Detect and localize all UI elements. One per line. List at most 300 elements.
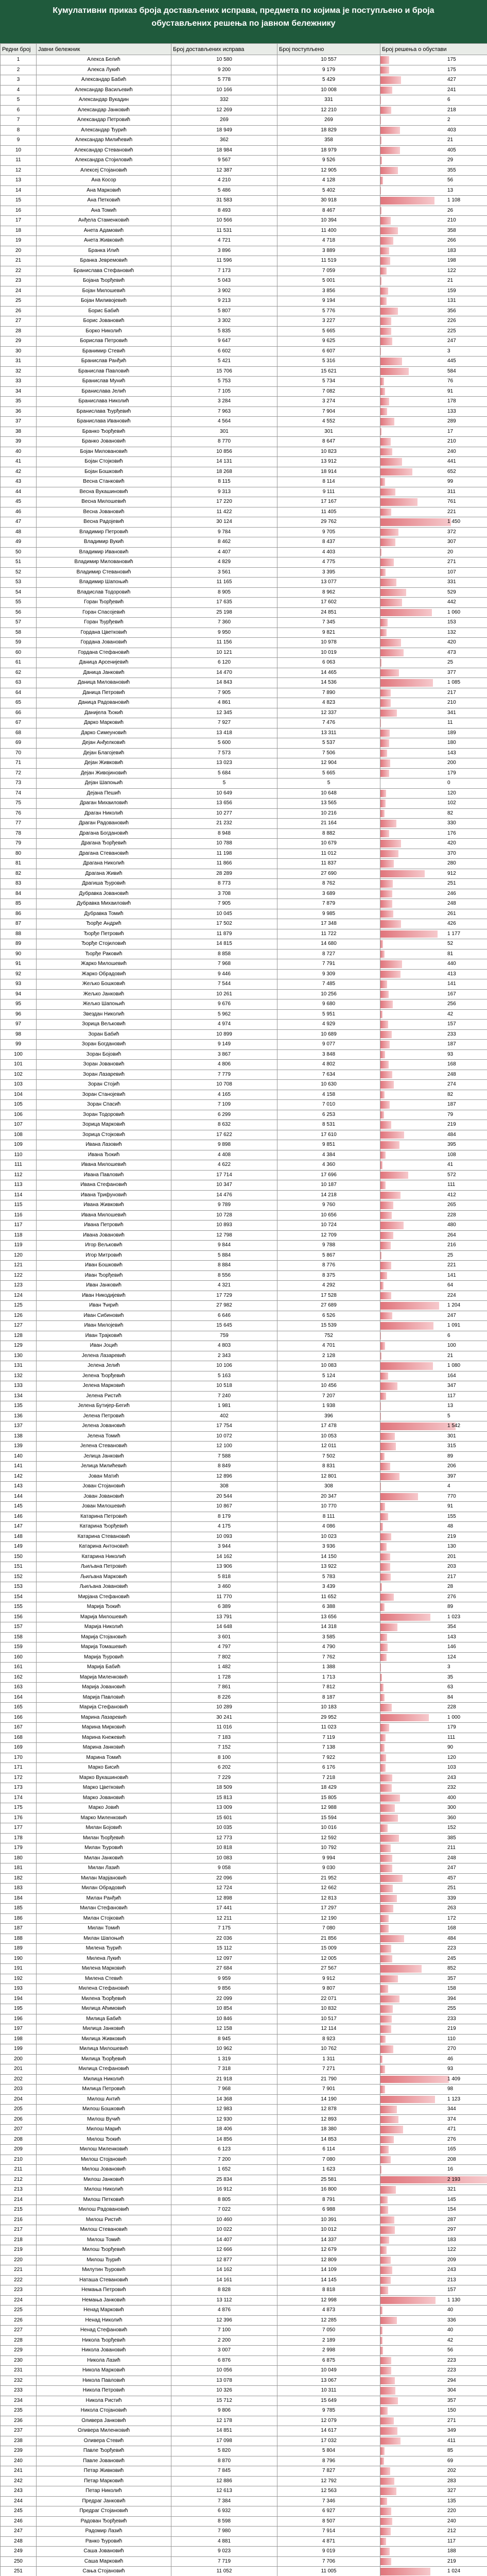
- done-count: 10 053: [277, 1431, 380, 1442]
- stops-count: [380, 808, 487, 819]
- done-count: 5 316: [277, 357, 380, 367]
- table-row: [1, 1462, 487, 1472]
- stops-value: 6: [447, 97, 450, 103]
- docs-count: 8 226: [171, 1692, 277, 1703]
- table-row: [1, 1582, 487, 1592]
- stops-count: [380, 1743, 487, 1753]
- row-number: 116: [1, 1210, 37, 1221]
- docs-count: 9 898: [171, 1140, 277, 1150]
- stops-value: 21: [447, 278, 454, 284]
- stops-count: [380, 517, 487, 528]
- table-row: [1, 1170, 487, 1180]
- done-count: 396: [277, 1411, 380, 1421]
- notary-name: Предраг Јанковић: [37, 2496, 171, 2506]
- row-number: 45: [1, 497, 37, 507]
- notary-name: Игор Митровић: [37, 1250, 171, 1261]
- docs-count: 14 856: [171, 2134, 277, 2145]
- stops-count: [380, 2074, 487, 2084]
- table-row: [1, 156, 487, 166]
- done-count: 4 086: [277, 1522, 380, 1532]
- row-number: 238: [1, 2436, 37, 2446]
- stops-value: 150: [447, 2408, 456, 2414]
- notary-name: Јелица Милићевић: [37, 1462, 171, 1472]
- docs-count: 6 646: [171, 1311, 277, 1321]
- docs-count: 7 175: [171, 1924, 277, 1934]
- row-number: 67: [1, 718, 37, 728]
- stops-value: 420: [447, 639, 456, 646]
- stops-value: 3: [447, 1664, 450, 1670]
- stops-value: 243: [447, 2267, 456, 2273]
- row-number: 182: [1, 1873, 37, 1884]
- notary-name: Милош Антић: [37, 2094, 171, 2105]
- stops-count: [380, 2084, 487, 2095]
- done-count: 7 762: [277, 1652, 380, 1663]
- done-count: 18 829: [277, 125, 380, 135]
- done-count: 5 776: [277, 306, 380, 316]
- stops-value: 176: [447, 830, 456, 836]
- done-count: 331: [277, 95, 380, 106]
- row-number: 241: [1, 2466, 37, 2477]
- stops-value: 141: [447, 1272, 456, 1278]
- table-row: [1, 1783, 487, 1793]
- row-number: 210: [1, 2155, 37, 2165]
- row-number: 242: [1, 2476, 37, 2486]
- done-count: 4 823: [277, 698, 380, 708]
- stops-count: [380, 1683, 487, 1693]
- stops-count: [380, 377, 487, 387]
- row-number: 51: [1, 557, 37, 568]
- notary-name: Јелена Ђорђевић: [37, 1371, 171, 1381]
- done-count: 7 080: [277, 2155, 380, 2165]
- notary-name: Жарко Обрадовић: [37, 969, 171, 979]
- notary-name: Милена Ђорђевић: [37, 1994, 171, 2004]
- stops-value: 102: [447, 800, 456, 806]
- row-number: 158: [1, 1632, 37, 1642]
- stops-value: 283: [447, 2478, 456, 2484]
- docs-count: 12 724: [171, 1884, 277, 1894]
- table-row: [1, 1773, 487, 1783]
- row-number: 183: [1, 1884, 37, 1894]
- row-number: 59: [1, 638, 37, 648]
- notary-name: Катарина Ђорђевић: [37, 1522, 171, 1532]
- stops-count: [380, 889, 487, 899]
- stops-count: [380, 2145, 487, 2155]
- docs-count: 10 728: [171, 1210, 277, 1221]
- notary-name: Горан Ђурђевић: [37, 618, 171, 628]
- notary-name: Бранислав Мунић: [37, 377, 171, 387]
- docs-count: 3 284: [171, 397, 277, 407]
- done-count: 5 867: [277, 1250, 380, 1261]
- row-number: 31: [1, 357, 37, 367]
- stops-count: [380, 1341, 487, 1351]
- notary-name: Весна Јовановић: [37, 507, 171, 517]
- row-number: 180: [1, 1853, 37, 1863]
- done-count: 9 625: [277, 336, 380, 347]
- stops-value: 321: [447, 2187, 456, 2193]
- stops-value: 2 193: [447, 2176, 461, 2182]
- row-number: 33: [1, 377, 37, 387]
- done-count: 14 145: [277, 2275, 380, 2285]
- stops-value: 0: [447, 780, 450, 786]
- docs-count: 4 974: [171, 1020, 277, 1030]
- row-number: 193: [1, 1984, 37, 1994]
- stops-count: [380, 1221, 487, 1231]
- stops-value: 48: [447, 1523, 454, 1530]
- notary-name: Бранка Илић: [37, 246, 171, 256]
- docs-count: 8 493: [171, 206, 277, 216]
- done-count: 10 012: [277, 2225, 380, 2235]
- table-row: [1, 2386, 487, 2396]
- done-count: 6 927: [277, 2506, 380, 2517]
- row-number: 72: [1, 768, 37, 778]
- table-row: [1, 2516, 487, 2527]
- stops-value: 233: [447, 1031, 456, 1037]
- stops-value: 40: [447, 2307, 454, 2313]
- done-count: 12 709: [277, 1230, 380, 1241]
- stops-value: 327: [447, 2488, 456, 2494]
- table-row: [1, 1471, 487, 1482]
- notary-table: [0, 43, 487, 2576]
- done-count: 301: [277, 427, 380, 437]
- table-row: [1, 216, 487, 226]
- done-count: 8 531: [277, 1120, 380, 1130]
- stops-count: [380, 306, 487, 316]
- row-number: 40: [1, 447, 37, 457]
- stops-value: 245: [447, 1955, 456, 1961]
- row-number: 114: [1, 1190, 37, 1200]
- table-row: [1, 859, 487, 869]
- stops-count: [380, 1703, 487, 1713]
- table-row: [1, 1270, 487, 1281]
- notary-name: Данијела Ђокић: [37, 708, 171, 718]
- table-row: [1, 2335, 487, 2346]
- done-count: 12 210: [277, 105, 380, 115]
- done-count: 1 623: [277, 2165, 380, 2175]
- table-row: [1, 517, 487, 528]
- docs-count: 22 099: [171, 1994, 277, 2004]
- stops-value: 251: [447, 1885, 456, 1891]
- docs-count: 12 896: [171, 1471, 277, 1482]
- stops-value: 248: [447, 1071, 456, 1077]
- stops-value: 232: [447, 1785, 456, 1791]
- stops-value: 133: [447, 408, 456, 414]
- row-number: 87: [1, 919, 37, 929]
- stops-value: 228: [447, 1212, 456, 1218]
- docs-count: 10 893: [171, 1221, 277, 1231]
- stops-value: 69: [447, 2458, 454, 2464]
- notary-name: Анђела Стаменковић: [37, 216, 171, 226]
- stops-count: [380, 929, 487, 939]
- done-count: 7 138: [277, 1743, 380, 1753]
- stops-count: [380, 2014, 487, 2024]
- row-number: 18: [1, 226, 37, 236]
- docs-count: 15 706: [171, 366, 277, 377]
- table-row: [1, 1994, 487, 2004]
- table-row: [1, 718, 487, 728]
- done-count: 6 176: [277, 1763, 380, 1773]
- notary-name: Јелена Стевановић: [37, 1442, 171, 1452]
- done-count: 8 818: [277, 2285, 380, 2296]
- stops-count: [380, 1160, 487, 1171]
- done-count: 17 032: [277, 2436, 380, 2446]
- row-number: 136: [1, 1411, 37, 1421]
- stops-value: 157: [447, 2287, 456, 2293]
- row-number: 84: [1, 889, 37, 899]
- row-number: 117: [1, 1221, 37, 1231]
- docs-count: 10 962: [171, 2044, 277, 2055]
- notary-name: Марија Јовановић: [37, 1683, 171, 1693]
- done-count: 9 526: [277, 156, 380, 166]
- docs-count: 5 884: [171, 1250, 277, 1261]
- notary-name: Жељко Шапоњић: [37, 999, 171, 1010]
- table-row: [1, 2175, 487, 2185]
- notary-name: Иван Бошковић: [37, 1261, 171, 1271]
- done-count: 2 128: [277, 1351, 380, 1361]
- stops-value: 1 204: [447, 1302, 461, 1309]
- stops-count: [380, 1753, 487, 1763]
- done-count: 10 023: [277, 1532, 380, 1542]
- stops-count: [380, 1532, 487, 1542]
- notary-name: Милош Марић: [37, 2125, 171, 2135]
- table-row: [1, 2416, 487, 2426]
- docs-count: 7 968: [171, 959, 277, 970]
- docs-count: 10 277: [171, 808, 277, 819]
- table-row: [1, 1492, 487, 1502]
- done-count: 12 005: [277, 1954, 380, 1964]
- table-row: [1, 2235, 487, 2245]
- notary-name: Милан Ђорђевић: [37, 1833, 171, 1843]
- row-number: 146: [1, 1512, 37, 1522]
- docs-count: 18 949: [171, 125, 277, 135]
- stops-count: [380, 758, 487, 769]
- docs-count: 8 948: [171, 828, 277, 839]
- stops-value: 247: [447, 1312, 456, 1318]
- stops-value: 347: [447, 1383, 456, 1389]
- table-row: [1, 1984, 487, 1994]
- notary-name: Никола Ђорђевић: [37, 2335, 171, 2346]
- stops-count: [380, 2547, 487, 2557]
- notary-name: Бранко Јовановић: [37, 437, 171, 447]
- notary-name: Ана Косор: [37, 176, 171, 186]
- table-row: [1, 2195, 487, 2205]
- table-row: [1, 2547, 487, 2557]
- docs-count: 6 202: [171, 1763, 277, 1773]
- stops-value: 411: [447, 2437, 456, 2444]
- table-row: [1, 999, 487, 1010]
- docs-count: 7 100: [171, 2326, 277, 2336]
- docs-count: 25 198: [171, 607, 277, 618]
- done-count: 21 164: [277, 819, 380, 829]
- row-number: 165: [1, 1703, 37, 1713]
- row-number: 61: [1, 658, 37, 668]
- docs-count: 3 302: [171, 316, 277, 327]
- table-row: [1, 989, 487, 999]
- table-row: [1, 145, 487, 156]
- notary-name: Јован Матић: [37, 1471, 171, 1482]
- notary-name: Владимир Вукић: [37, 537, 171, 548]
- notary-name: Предраг Стојановић: [37, 2506, 171, 2517]
- done-count: 4 292: [277, 1281, 380, 1291]
- row-number: 22: [1, 266, 37, 276]
- table-row: [1, 557, 487, 568]
- stops-value: 220: [447, 2508, 456, 2514]
- stops-value: 13: [447, 187, 454, 193]
- stops-count: [380, 1471, 487, 1482]
- docs-count: 759: [171, 1331, 277, 1341]
- row-number: 10: [1, 145, 37, 156]
- stops-count: [380, 648, 487, 658]
- row-number: 219: [1, 2245, 37, 2256]
- stops-value: 356: [447, 308, 456, 314]
- stops-count: [380, 1833, 487, 1843]
- done-count: 14 536: [277, 678, 380, 688]
- done-count: 24 851: [277, 607, 380, 618]
- notary-name: Катарина Николић: [37, 1552, 171, 1562]
- notary-name: Владимир Шапоњић: [37, 578, 171, 588]
- row-number: 66: [1, 708, 37, 718]
- docs-count: 7 573: [171, 748, 277, 758]
- done-count: 8 923: [277, 2034, 380, 2044]
- table-row: [1, 1009, 487, 1020]
- stops-value: 228: [447, 1704, 456, 1710]
- stops-value: 912: [447, 870, 456, 876]
- table-row: [1, 1301, 487, 1311]
- done-count: 5 001: [277, 276, 380, 286]
- table-row: [1, 708, 487, 718]
- table-row: [1, 869, 487, 879]
- stops-value: 584: [447, 368, 456, 374]
- stops-value: 89: [447, 1453, 454, 1459]
- stops-count: [380, 1462, 487, 1472]
- stops-value: 135: [447, 2498, 456, 2504]
- notary-name: Марко Цветковић: [37, 1783, 171, 1793]
- stops-value: 35: [447, 1674, 454, 1680]
- done-count: 10 016: [277, 1823, 380, 1834]
- stops-count: [380, 286, 487, 296]
- docs-count: 8 858: [171, 949, 277, 959]
- docs-count: 21 232: [171, 819, 277, 829]
- table-row: [1, 1723, 487, 1733]
- done-count: 10 394: [277, 216, 380, 226]
- row-number: 166: [1, 1713, 37, 1723]
- done-count: 15 539: [277, 1321, 380, 1331]
- notary-name: Милица Петровић: [37, 2084, 171, 2095]
- row-number: 222: [1, 2275, 37, 2285]
- stops-count: [380, 196, 487, 206]
- table-row: [1, 276, 487, 286]
- done-count: 13 912: [277, 457, 380, 467]
- docs-count: 10 261: [171, 989, 277, 999]
- row-number: 107: [1, 1120, 37, 1130]
- done-count: 9 077: [277, 1040, 380, 1050]
- table-row: [1, 1552, 487, 1562]
- stops-value: 21: [447, 1352, 454, 1359]
- docs-count: 8 805: [171, 2195, 277, 2205]
- notary-name: Борис Јовановић: [37, 316, 171, 327]
- row-number: 226: [1, 2315, 37, 2326]
- table-row: [1, 2326, 487, 2336]
- notary-name: Горан Ђорђевић: [37, 598, 171, 608]
- row-number: 127: [1, 1321, 37, 1331]
- stops-value: 120: [447, 1754, 456, 1760]
- stops-value: 103: [447, 1765, 456, 1771]
- docs-count: 1 728: [171, 1672, 277, 1683]
- table-row: [1, 899, 487, 909]
- stops-count: [380, 2446, 487, 2456]
- table-row: [1, 638, 487, 648]
- docs-count: 402: [171, 1411, 277, 1421]
- stops-count: [380, 2306, 487, 2316]
- stops-value: 183: [447, 247, 456, 253]
- done-count: 8 962: [277, 587, 380, 598]
- docs-count: 12 158: [171, 2024, 277, 2035]
- stops-count: [380, 2396, 487, 2406]
- done-count: 3 689: [277, 889, 380, 899]
- docs-count: 27 982: [171, 1301, 277, 1311]
- row-number: 30: [1, 346, 37, 357]
- stops-value: 484: [447, 1131, 456, 1138]
- docs-count: 14 162: [171, 1552, 277, 1562]
- notary-name: Милан Ђуровић: [37, 1843, 171, 1854]
- report-title: [0, 0, 487, 43]
- stops-value: 6: [447, 1332, 450, 1338]
- done-count: 8 375: [277, 1270, 380, 1281]
- done-count: 4 718: [277, 236, 380, 246]
- table-row: [1, 2225, 487, 2235]
- stops-count: [380, 1150, 487, 1160]
- done-count: 8 831: [277, 1462, 380, 1472]
- stops-value: 1 023: [447, 1614, 461, 1620]
- done-count: 12 011: [277, 1442, 380, 1452]
- title-line-2: обустављених решења по јавном бележнику: [151, 19, 336, 28]
- row-number: 24: [1, 286, 37, 296]
- notary-name: Никола Павловић: [37, 2376, 171, 2386]
- done-count: 21 856: [277, 1934, 380, 1944]
- stops-value: 110: [447, 2036, 456, 2042]
- done-count: 3 848: [277, 1049, 380, 1060]
- done-count: 22 071: [277, 1994, 380, 2004]
- docs-count: 10 899: [171, 1029, 277, 1040]
- docs-count: 17 441: [171, 1904, 277, 1914]
- docs-count: 14 843: [171, 678, 277, 688]
- notary-name: Милош Бошковић: [37, 2105, 171, 2115]
- notary-name: Милена Лукић: [37, 1954, 171, 1964]
- docs-count: 8 632: [171, 1120, 277, 1130]
- stops-count: [380, 1803, 487, 1814]
- done-count: 11 005: [277, 2567, 380, 2576]
- row-number: 106: [1, 1110, 37, 1120]
- stops-value: 212: [447, 2528, 456, 2534]
- row-number: 100: [1, 1049, 37, 1060]
- row-number: 142: [1, 1471, 37, 1482]
- done-count: 25 581: [277, 2175, 380, 2185]
- stops-count: [380, 75, 487, 86]
- docs-count: 10 854: [171, 2004, 277, 2014]
- row-number: 63: [1, 678, 37, 688]
- stops-value: 413: [447, 971, 456, 977]
- stops-value: 1 080: [447, 1363, 461, 1369]
- stops-count: [380, 2567, 487, 2576]
- stops-value: 198: [447, 258, 456, 264]
- notary-name: Анета Живковић: [37, 236, 171, 246]
- done-count: 7 050: [277, 2326, 380, 2336]
- stops-value: 143: [447, 750, 456, 756]
- stops-count: [380, 2527, 487, 2537]
- stops-count: [380, 1562, 487, 1572]
- stops-count: [380, 879, 487, 889]
- table-row: [1, 658, 487, 668]
- done-count: 3 227: [277, 316, 380, 327]
